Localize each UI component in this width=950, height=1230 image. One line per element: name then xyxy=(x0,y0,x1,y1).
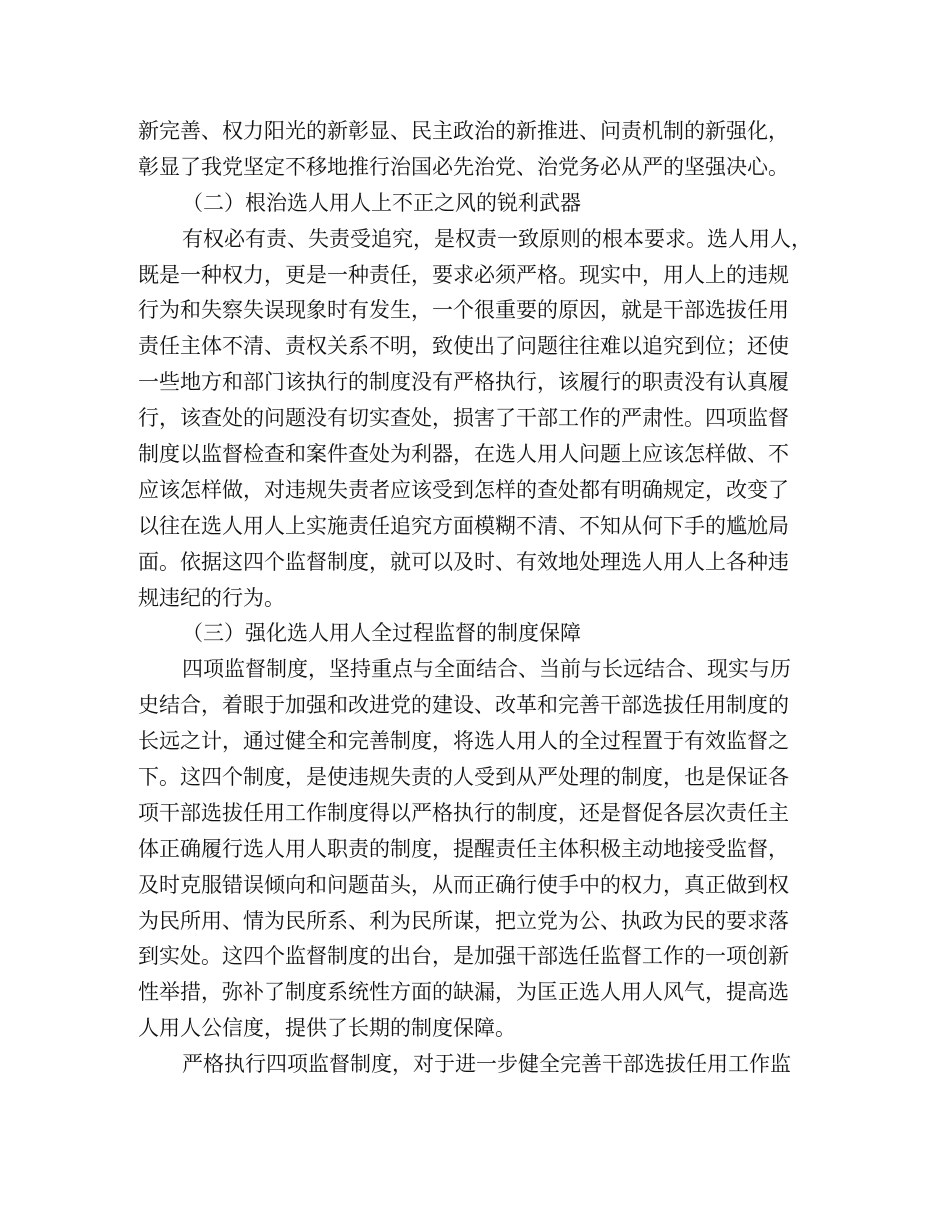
text-line: 体正确履行选人用人职责的制度，提醒责任主体积极主动地接受监督， xyxy=(138,836,789,861)
text-line: 有权必有责、失责受追究，是权责一致原则的根本要求。选人用人， xyxy=(182,226,812,251)
text-line: 规违纪的行为。 xyxy=(138,585,285,610)
text-line: 行，该查处的问题没有切实查处，损害了干部工作的严肃性。四项监督 xyxy=(138,406,789,431)
text-line: 行为和失察失误现象时有发生，一个很重要的原因，就是干部选拔任用 xyxy=(138,298,789,323)
text-line: 应该怎样做，对违规失责者应该受到怎样的查处都有明确规定，改变了 xyxy=(138,477,789,502)
text-line: 既是一种权力，更是一种责任，要求必须严格。现实中，用人上的违规 xyxy=(138,262,789,287)
section-heading: （二）根治选人用人上不正之风的锐利武器 xyxy=(182,190,581,215)
text-line: 人用人公信度，提供了长期的制度保障。 xyxy=(138,1016,516,1041)
text-line: 为民所用、情为民所系、利为民所谋，把立党为公、执政为民的要求落 xyxy=(138,908,789,933)
text-line: 一些地方和部门该执行的制度没有严格执行，该履行的职责没有认真履 xyxy=(138,370,789,395)
section-heading: （三）强化选人用人全过程监督的制度保障 xyxy=(182,621,581,646)
text-line: 长远之计，通过健全和完善制度，将选人用人的全过程置于有效监督之 xyxy=(138,729,789,754)
text-line: 彰显了我党坚定不移地推行治国必先治党、治党务必从严的坚强决心。 xyxy=(138,154,789,179)
text-line: 以往在选人用人上实施责任追究方面模糊不清、不知从何下手的尴尬局 xyxy=(138,513,789,538)
text-line: 项干部选拔任用工作制度得以严格执行的制度，还是督促各层次责任主 xyxy=(138,800,789,825)
text-line: 面。依据这四个监督制度，就可以及时、有效地处理选人用人上各种违 xyxy=(138,549,789,574)
text-line: 到实处。这四个监督制度的出台，是加强干部选任监督工作的一项创新 xyxy=(138,944,789,969)
text-line: 史结合，着眼于加强和改进党的建设、改革和完善干部选拔任用制度的 xyxy=(138,693,789,718)
text-line: 新完善、权力阳光的新彰显、民主政治的新推进、问责机制的新强化， xyxy=(138,119,789,143)
text-line: 性举措，弥补了制度系统性方面的缺漏，为匡正选人用人风气，提高选 xyxy=(138,980,789,1005)
text-line: 严格执行四项监督制度，对于进一步健全完善干部选拔任用工作监 xyxy=(182,1052,791,1077)
text-line: 制度以监督检查和案件查处为利器，在选人用人问题上应该怎样做、不 xyxy=(138,442,789,467)
text-line: 四项监督制度，坚持重点与全面结合、当前与长远结合、现实与历 xyxy=(182,657,791,682)
text-line: 下。这四个制度，是使违规失责的人受到从严处理的制度，也是保证各 xyxy=(138,765,789,790)
document-body xyxy=(138,114,818,1083)
text-line: 责任主体不清、责权关系不明，致使出了问题往往难以追究到位；还使 xyxy=(138,334,789,359)
text-line: 及时克服错误倾向和问题苗头，从而正确行使手中的权力，真正做到权 xyxy=(138,872,789,897)
